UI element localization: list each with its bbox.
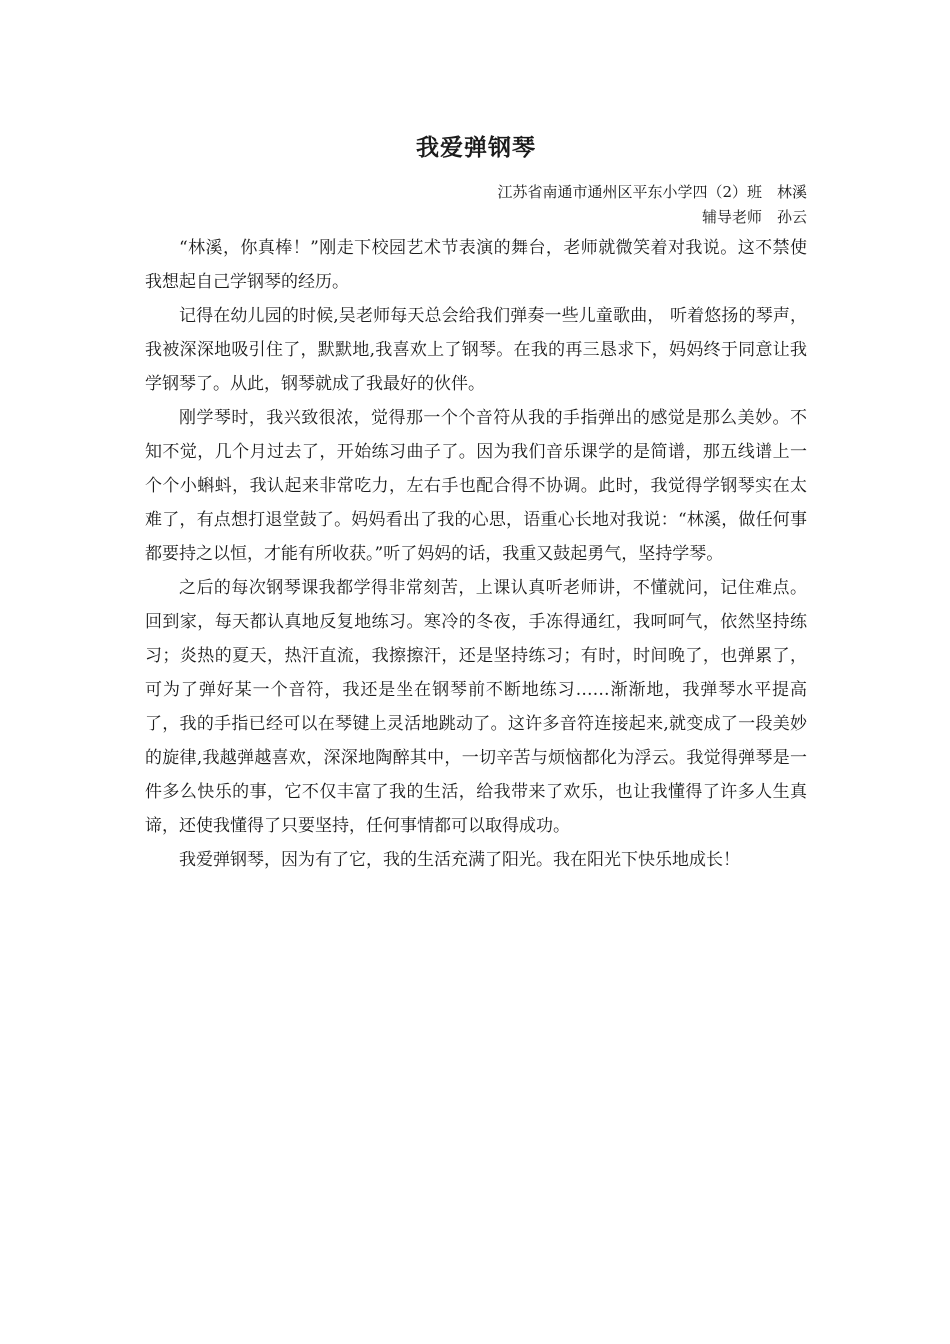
article-body	[145, 231, 807, 877]
paragraph: 之后的每次钢琴课我都学得非常刻苦，上课认真听老师讲，不懂就问，记住难点。回到家，每天都认真地反复地练习。寒冷的冬夜，手冻得通红，我呵呵气，依然坚持练习；炎热的夏天，热汗直流，我擦擦汗，还是坚持练习；有时，时间晚了，也弹累了，可为了弹好某一个音符，我还是坐在钢琴前不断地练习……渐渐地，我弹琴水平提高了，我的手指已经可以在琴键上灵活地跳动了。这许多音符连接起来,就变成了一段美妙的旋律,我越弹越喜欢，深深地陶醉其中，一切辛苦与烦恼都化为浮云。我觉得弹琴是一件多么快乐的事，它不仅丰富了我的生活，给我带来了欢乐，也让我懂得了许多人生真谛，还使我懂得了只要坚持，任何事情都可以取得成功。	[145, 578, 807, 836]
paragraph: 我爱弹钢琴，因为有了它，我的生活充满了阳光。我在阳光下快乐地成长！	[179, 850, 740, 870]
document-page	[145, 128, 807, 877]
document-title: 我爱弹钢琴	[416, 134, 536, 161]
paragraph: 记得在幼儿园的时候,吴老师每天总会给我们弹奏一些儿童歌曲， 听着悠扬的琴声，我被深深地吸引住了，默默地,我喜欢上了钢琴。在我的再三恳求下，妈妈终于同意让我学钢琴了。从此，钢琴就成了我最好的伙伴。	[145, 306, 807, 394]
author-line: 江苏省南通市通州区平东小学四（2）班 林溪	[497, 183, 807, 201]
advisor-line: 辅导老师 孙云	[701, 208, 807, 226]
paragraph: “林溪，你真棒！”刚走下校园艺术节表演的舞台，老师就微笑着对我说。这不禁使我想起自己学钢琴的经历。	[145, 238, 807, 292]
paragraph: 刚学琴时，我兴致很浓，觉得那一个个音符从我的手指弹出的感觉是那么美妙。不知不觉，几个月过去了，开始练习曲子了。因为我们音乐课学的是简谱，那五线谱上一个个小蝌蚪，我认起来非常吃力，左右手也配合得不协调。此时，我觉得学钢琴实在太难了，有点想打退堂鼓了。妈妈看出了我的心思，语重心长地对我说：“林溪，做任何事都要持之以恒，才能有所收获。”听了妈妈的话，我重又鼓起勇气，坚持学琴。	[145, 408, 807, 564]
